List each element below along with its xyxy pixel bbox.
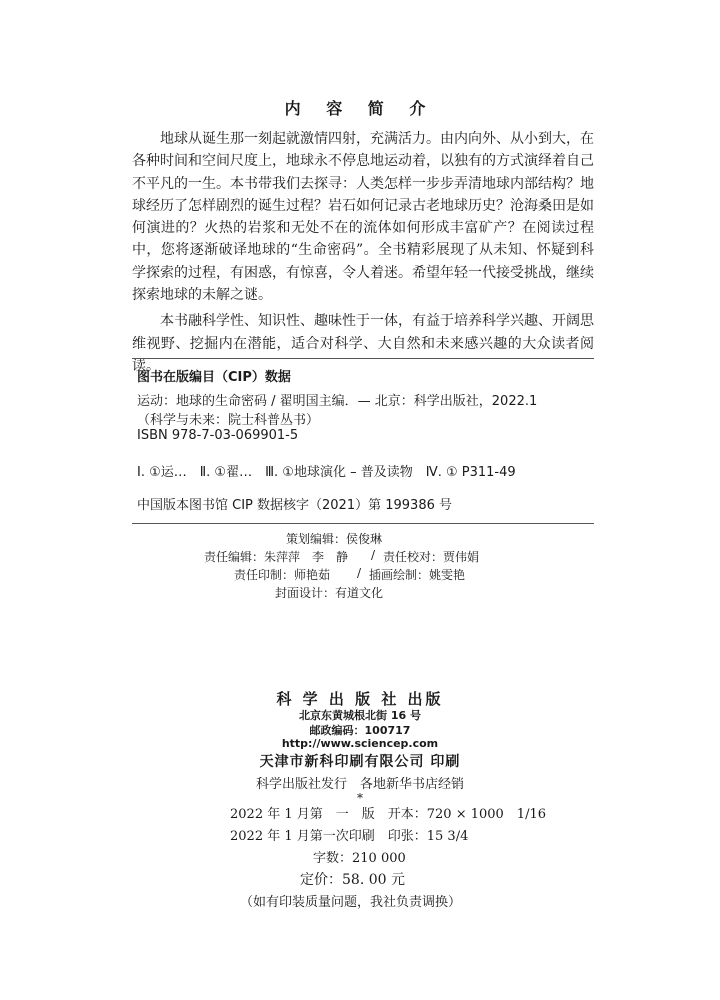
proofreader: 责任校对：贾伟娟 <box>383 550 480 564</box>
credits-separator: / <box>371 548 376 562</box>
edition-info: 2022 年 1 月第 一 版 开本：720 × 1000 1/16 <box>230 807 546 822</box>
cip-heading: 图书在版编目（CIP）数据 <box>137 370 291 385</box>
divider-top <box>132 358 594 359</box>
printing-info: 2022 年 1 月第一次印刷 印张：15 3/4 <box>230 829 469 844</box>
divider-bottom <box>132 523 594 524</box>
cip-entry: 运动：地球的生命密码 / 翟明国主编．— 北京：科学出版社，2022.1 <box>137 394 538 409</box>
word-count: 字数：210 000 <box>313 851 406 866</box>
distribution: 科学出版社发行 各地新华书店经销 <box>255 777 464 792</box>
intro-section <box>132 128 594 381</box>
cip-series: （科学与未来：院士科普丛书） <box>137 413 320 428</box>
publisher-name: 科 学 出 版 社 出版 <box>276 690 444 708</box>
page-title: 内 容 简 介 <box>284 99 436 118</box>
cover-design: 封面设计：有道文化 <box>275 586 384 600</box>
separator-star: * <box>357 791 363 805</box>
quality-note: （如有印装质量问题，我社负责调换） <box>240 895 462 910</box>
cip-classification: Ⅰ. ①运… Ⅱ. ①翟… Ⅲ. ①地球演化 – 普及读物 Ⅳ. ① P311-49 <box>137 465 516 480</box>
cip-isbn: ISBN 978-7-03-069901-5 <box>137 428 299 443</box>
cip-record-number: 中国版本图书馆 CIP 数据核字（2021）第 199386 号 <box>137 498 452 513</box>
illustrator: 插画绘制：姚雯艳 <box>369 568 466 582</box>
publisher-postcode: 邮政编码：100717 <box>309 724 411 737</box>
intro-paragraph-2: 本书融科学性、知识性、趣味性于一体，有益于培养科学兴趣、开阔思维视野、挖掘内在潜能，适合对科学、大自然和未来感兴趣的大众读者阅读。 <box>132 313 594 374</box>
responsible-editor: 责任编辑：朱萍萍 李 静 <box>204 550 349 564</box>
print-supervisor: 责任印制：师艳茹 <box>234 568 331 582</box>
publisher-url: http://www.sciencep.com <box>281 737 439 750</box>
publisher-address: 北京东黄城根北街 16 号 <box>299 709 421 722</box>
printer: 天津市新科印刷有限公司 印刷 <box>259 754 461 770</box>
planning-editor: 策划编辑：侯俊琳 <box>286 532 383 546</box>
intro-paragraph-1: 地球从诞生那一刻起就激情四射，充满活力。由内向外、从小到大，在各种时间和空间尺度上，地球永不停息地运动着，以独有的方式演绎着自己不平凡的一生。本书带我们去探寻：人类怎样一步步弄清地球内部结构？地球经历了怎样剧烈的诞生过程？岩石如何记录古老地球历史？沧海桑田是如何演进的？火热的岩浆和无处不在的流体如何形成丰富矿产？在阅读过程中，您将逐渐破译地球的“生命密码”。全书精彩展现了从未知、怀疑到科学探索的过程，有困惑，有惊喜，令人着迷。希望年轻一代接受挑战，继续探索地球的未解之谜。 <box>132 131 594 304</box>
price: 定价：58. 00 元 <box>300 872 405 888</box>
credits-separator: / <box>357 566 362 580</box>
